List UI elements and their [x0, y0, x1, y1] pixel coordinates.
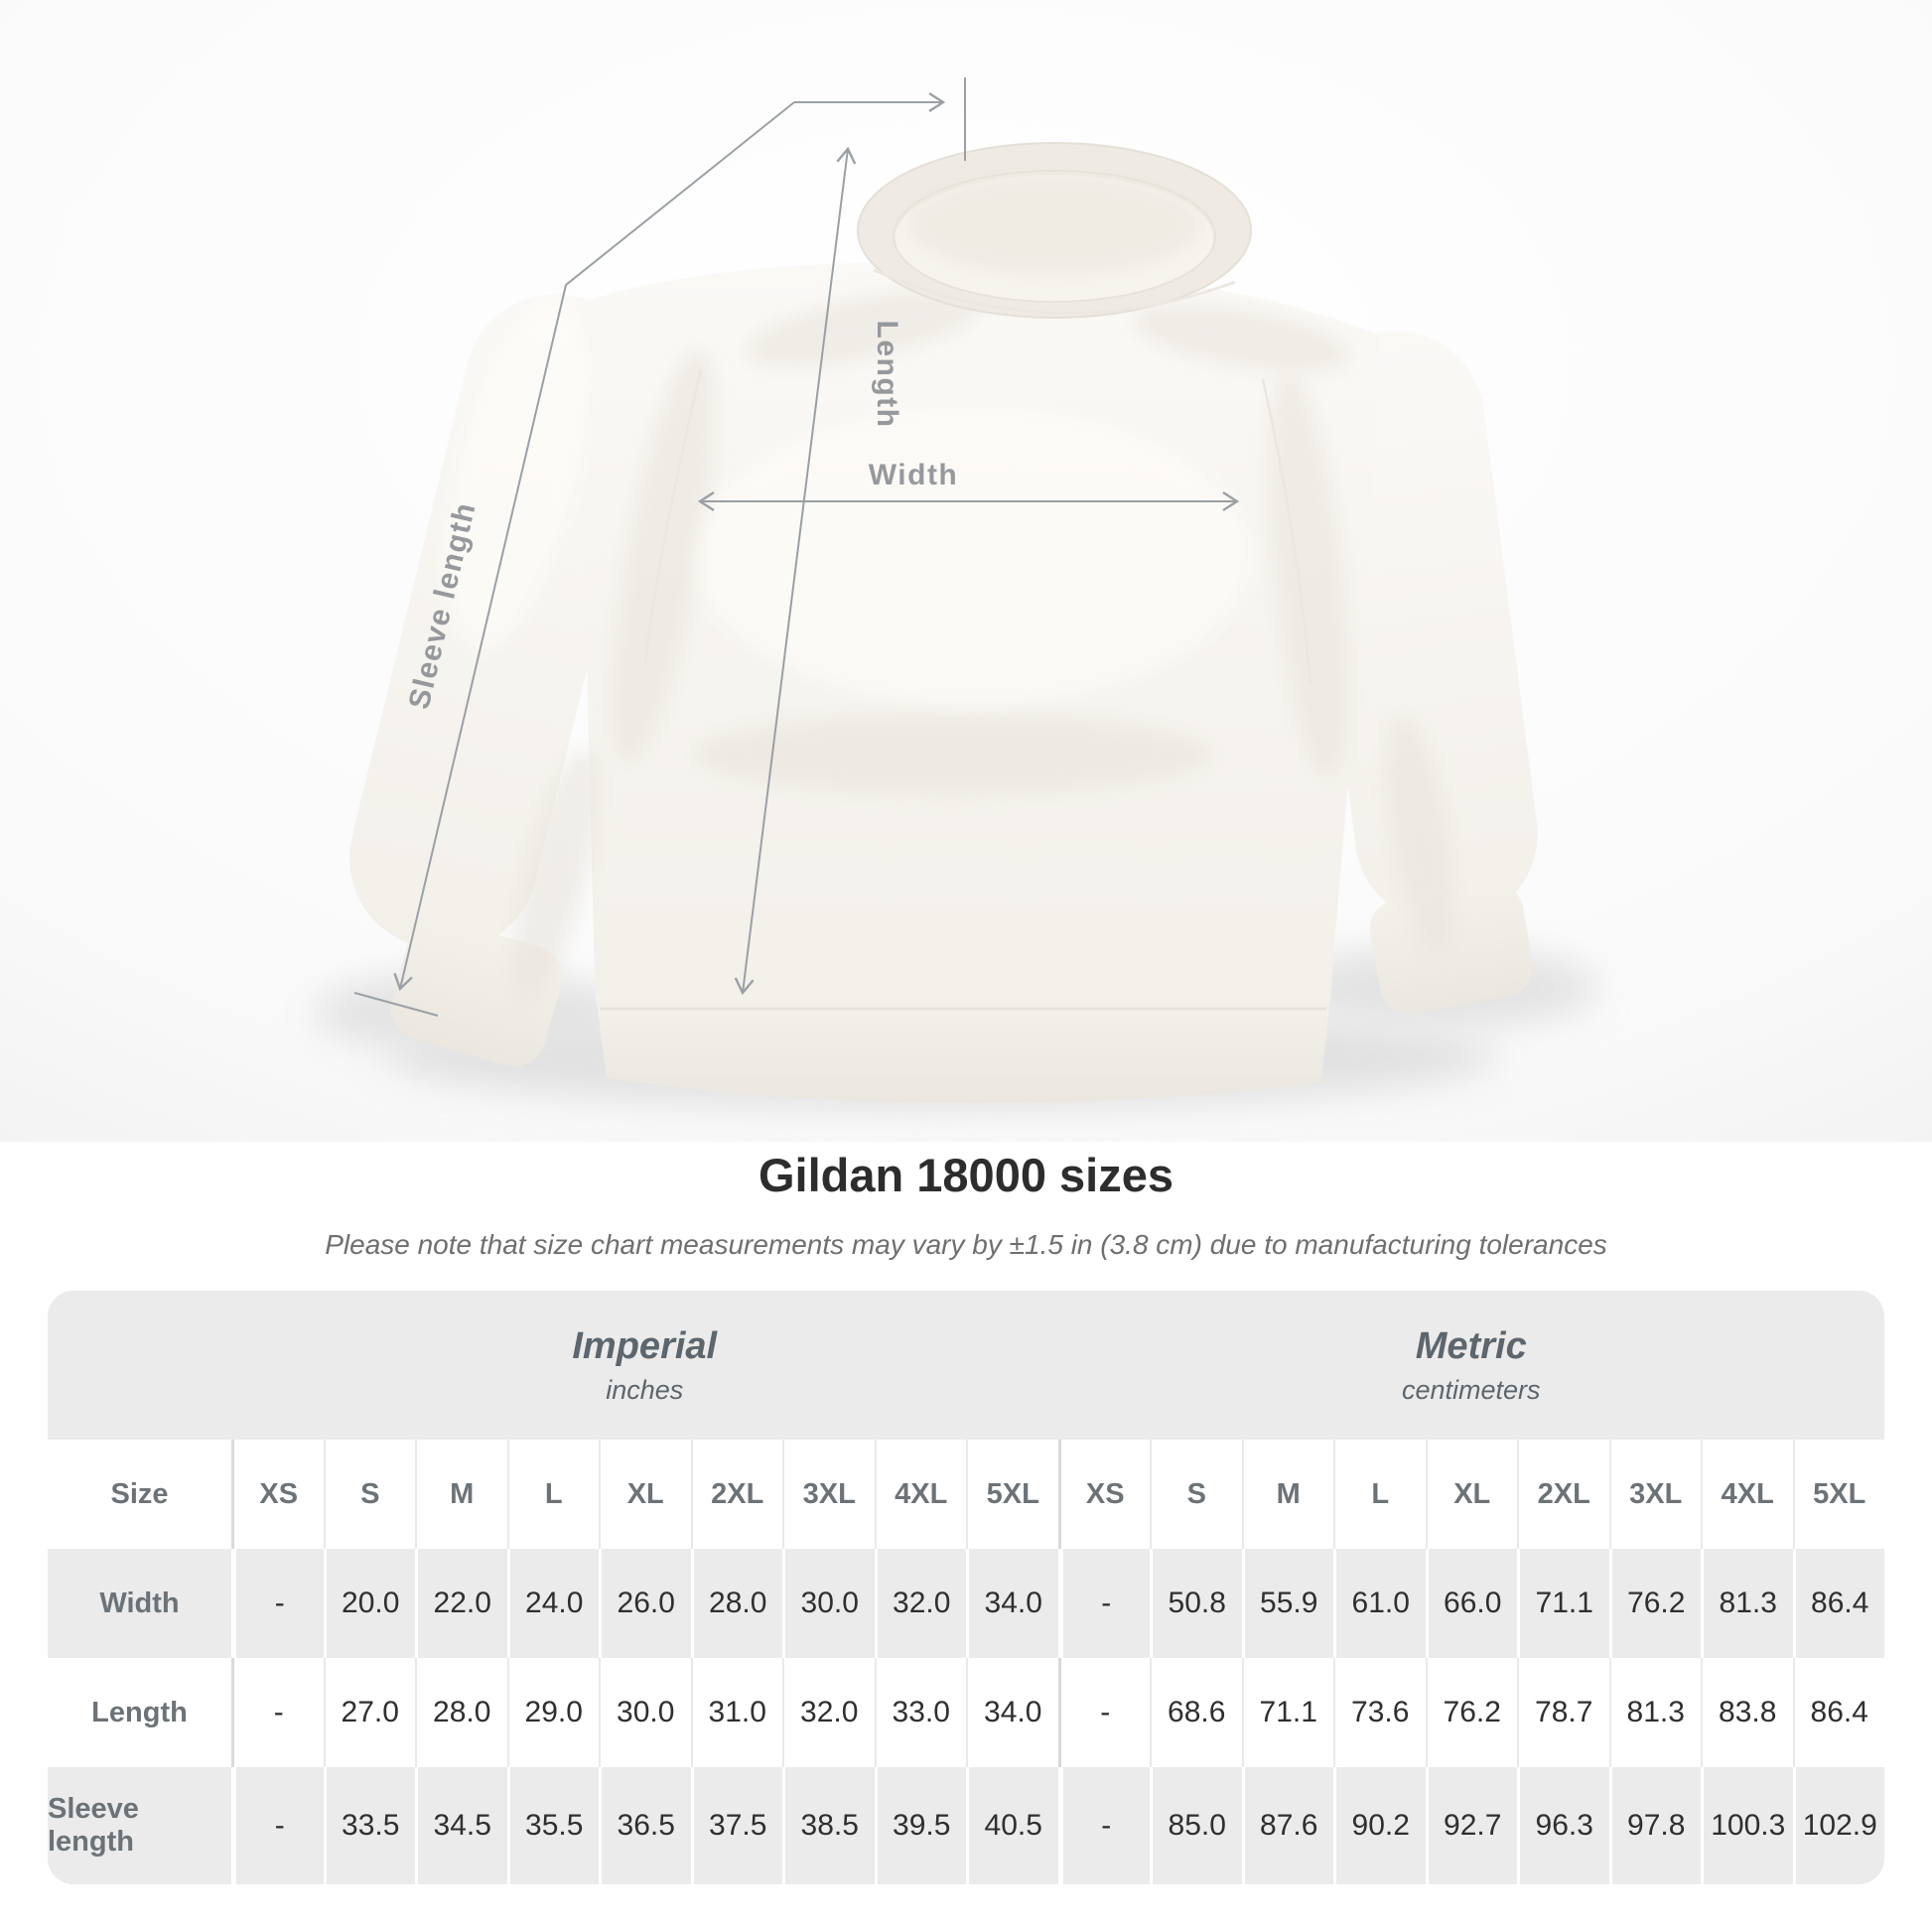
table-cell: 87.6: [1242, 1767, 1334, 1884]
col-header: L: [1333, 1440, 1426, 1549]
table-cell: 38.5: [782, 1767, 875, 1884]
table-cell: 32.0: [875, 1549, 967, 1658]
table-cell: 76.2: [1609, 1549, 1702, 1658]
size-table: [48, 1291, 1884, 1884]
table-cell: 81.3: [1701, 1549, 1793, 1658]
table-cell: 34.0: [966, 1549, 1058, 1658]
table-row-length: [48, 1658, 1884, 1767]
table-cell: 76.2: [1426, 1658, 1518, 1767]
col-header: 5XL: [966, 1440, 1058, 1549]
col-header: S: [1150, 1440, 1242, 1549]
table-cell: 55.9: [1242, 1549, 1334, 1658]
table-cell: 32.0: [782, 1658, 875, 1767]
col-header: M: [415, 1440, 507, 1549]
col-header: 5XL: [1793, 1440, 1885, 1549]
table-cell: 39.5: [875, 1767, 967, 1884]
col-header: 3XL: [1609, 1440, 1702, 1549]
row-label: Width: [99, 1587, 180, 1619]
table-cell: -: [1058, 1767, 1151, 1884]
table-cell: 86.4: [1793, 1658, 1885, 1767]
table-cell: 71.1: [1242, 1658, 1334, 1767]
table-cell: 34.0: [966, 1658, 1058, 1767]
metric-group-header: [1058, 1291, 1885, 1440]
table-cell: -: [231, 1767, 324, 1884]
table-cell: 35.5: [507, 1767, 600, 1884]
table-cell: 30.0: [599, 1658, 691, 1767]
table-cell: 27.0: [324, 1658, 416, 1767]
size-column-header: Size: [110, 1477, 169, 1510]
col-header: 2XL: [691, 1440, 783, 1549]
col-header: XS: [231, 1440, 324, 1549]
imperial-unit: inches: [606, 1374, 684, 1405]
table-cell: 37.5: [691, 1767, 783, 1884]
table-cell: 22.0: [415, 1549, 507, 1658]
table-cell: 78.7: [1517, 1658, 1609, 1767]
table-row-sleeve-length: [48, 1767, 1884, 1884]
page-title: Gildan 18000 sizes: [758, 1149, 1174, 1201]
width-label: Width: [868, 459, 959, 491]
table-cell: 81.3: [1609, 1658, 1702, 1767]
table-cell: 24.0: [507, 1549, 600, 1658]
table-cell: 30.0: [782, 1549, 875, 1658]
table-cell: 90.2: [1333, 1767, 1426, 1884]
table-cell: 102.9: [1793, 1767, 1885, 1884]
unit-group-header: [48, 1291, 1884, 1440]
table-cell: 33.0: [875, 1658, 967, 1767]
size-header-row: [48, 1440, 1884, 1549]
table-cell: 83.8: [1701, 1658, 1793, 1767]
table-cell: 31.0: [691, 1658, 783, 1767]
table-cell: -: [1058, 1658, 1151, 1767]
col-header: 2XL: [1517, 1440, 1609, 1549]
table-cell: 26.0: [599, 1549, 691, 1658]
table-cell: 20.0: [324, 1549, 416, 1658]
table-cell: 66.0: [1426, 1549, 1518, 1658]
col-header: XL: [599, 1440, 691, 1549]
metric-label: Metric: [1415, 1324, 1527, 1367]
collar: [858, 143, 1251, 318]
col-header: M: [1242, 1440, 1334, 1549]
table-cell: -: [231, 1549, 324, 1658]
col-header: L: [507, 1440, 600, 1549]
table-cell: 92.7: [1426, 1767, 1518, 1884]
length-label: Length: [871, 320, 903, 429]
col-header: S: [324, 1440, 416, 1549]
tolerance-note: Please note that size chart measurements may vary by ±1.5 in (3.8 cm) due to manufacturing tolerances: [325, 1229, 1607, 1260]
table-cell: 71.1: [1517, 1549, 1609, 1658]
metric-unit: centimeters: [1401, 1374, 1541, 1405]
imperial-label: Imperial: [572, 1324, 718, 1367]
table-cell: 40.5: [966, 1767, 1058, 1884]
sleeve-length-label: Sleeve length: [402, 498, 483, 713]
row-label: Length: [91, 1696, 188, 1728]
col-header: 4XL: [875, 1440, 967, 1549]
table-cell: 86.4: [1793, 1549, 1885, 1658]
table-cell: 29.0: [507, 1658, 600, 1767]
hem-ribbing: [596, 995, 1330, 1103]
table-cell: 85.0: [1150, 1767, 1242, 1884]
table-cell: 33.5: [324, 1767, 416, 1884]
table-cell: -: [231, 1658, 324, 1767]
table-cell: -: [1058, 1549, 1151, 1658]
table-cell: 61.0: [1333, 1549, 1426, 1658]
row-label: Sleeve length: [48, 1793, 139, 1858]
table-cell: 28.0: [691, 1549, 783, 1658]
table-cell: 97.8: [1609, 1767, 1702, 1884]
col-header: XS: [1058, 1440, 1151, 1549]
imperial-group-header: [231, 1291, 1058, 1440]
table-cell: 50.8: [1150, 1549, 1242, 1658]
table-cell: 34.5: [415, 1767, 507, 1884]
col-header: XL: [1426, 1440, 1518, 1549]
table-cell: 36.5: [599, 1767, 691, 1884]
col-header: 4XL: [1701, 1440, 1793, 1549]
table-cell: 96.3: [1517, 1767, 1609, 1884]
table-cell: 68.6: [1150, 1658, 1242, 1767]
table-row-width: [48, 1549, 1884, 1658]
col-header: 3XL: [782, 1440, 875, 1549]
table-cell: 73.6: [1333, 1658, 1426, 1767]
table-cell: 28.0: [415, 1658, 507, 1767]
table-cell: 100.3: [1701, 1767, 1793, 1884]
